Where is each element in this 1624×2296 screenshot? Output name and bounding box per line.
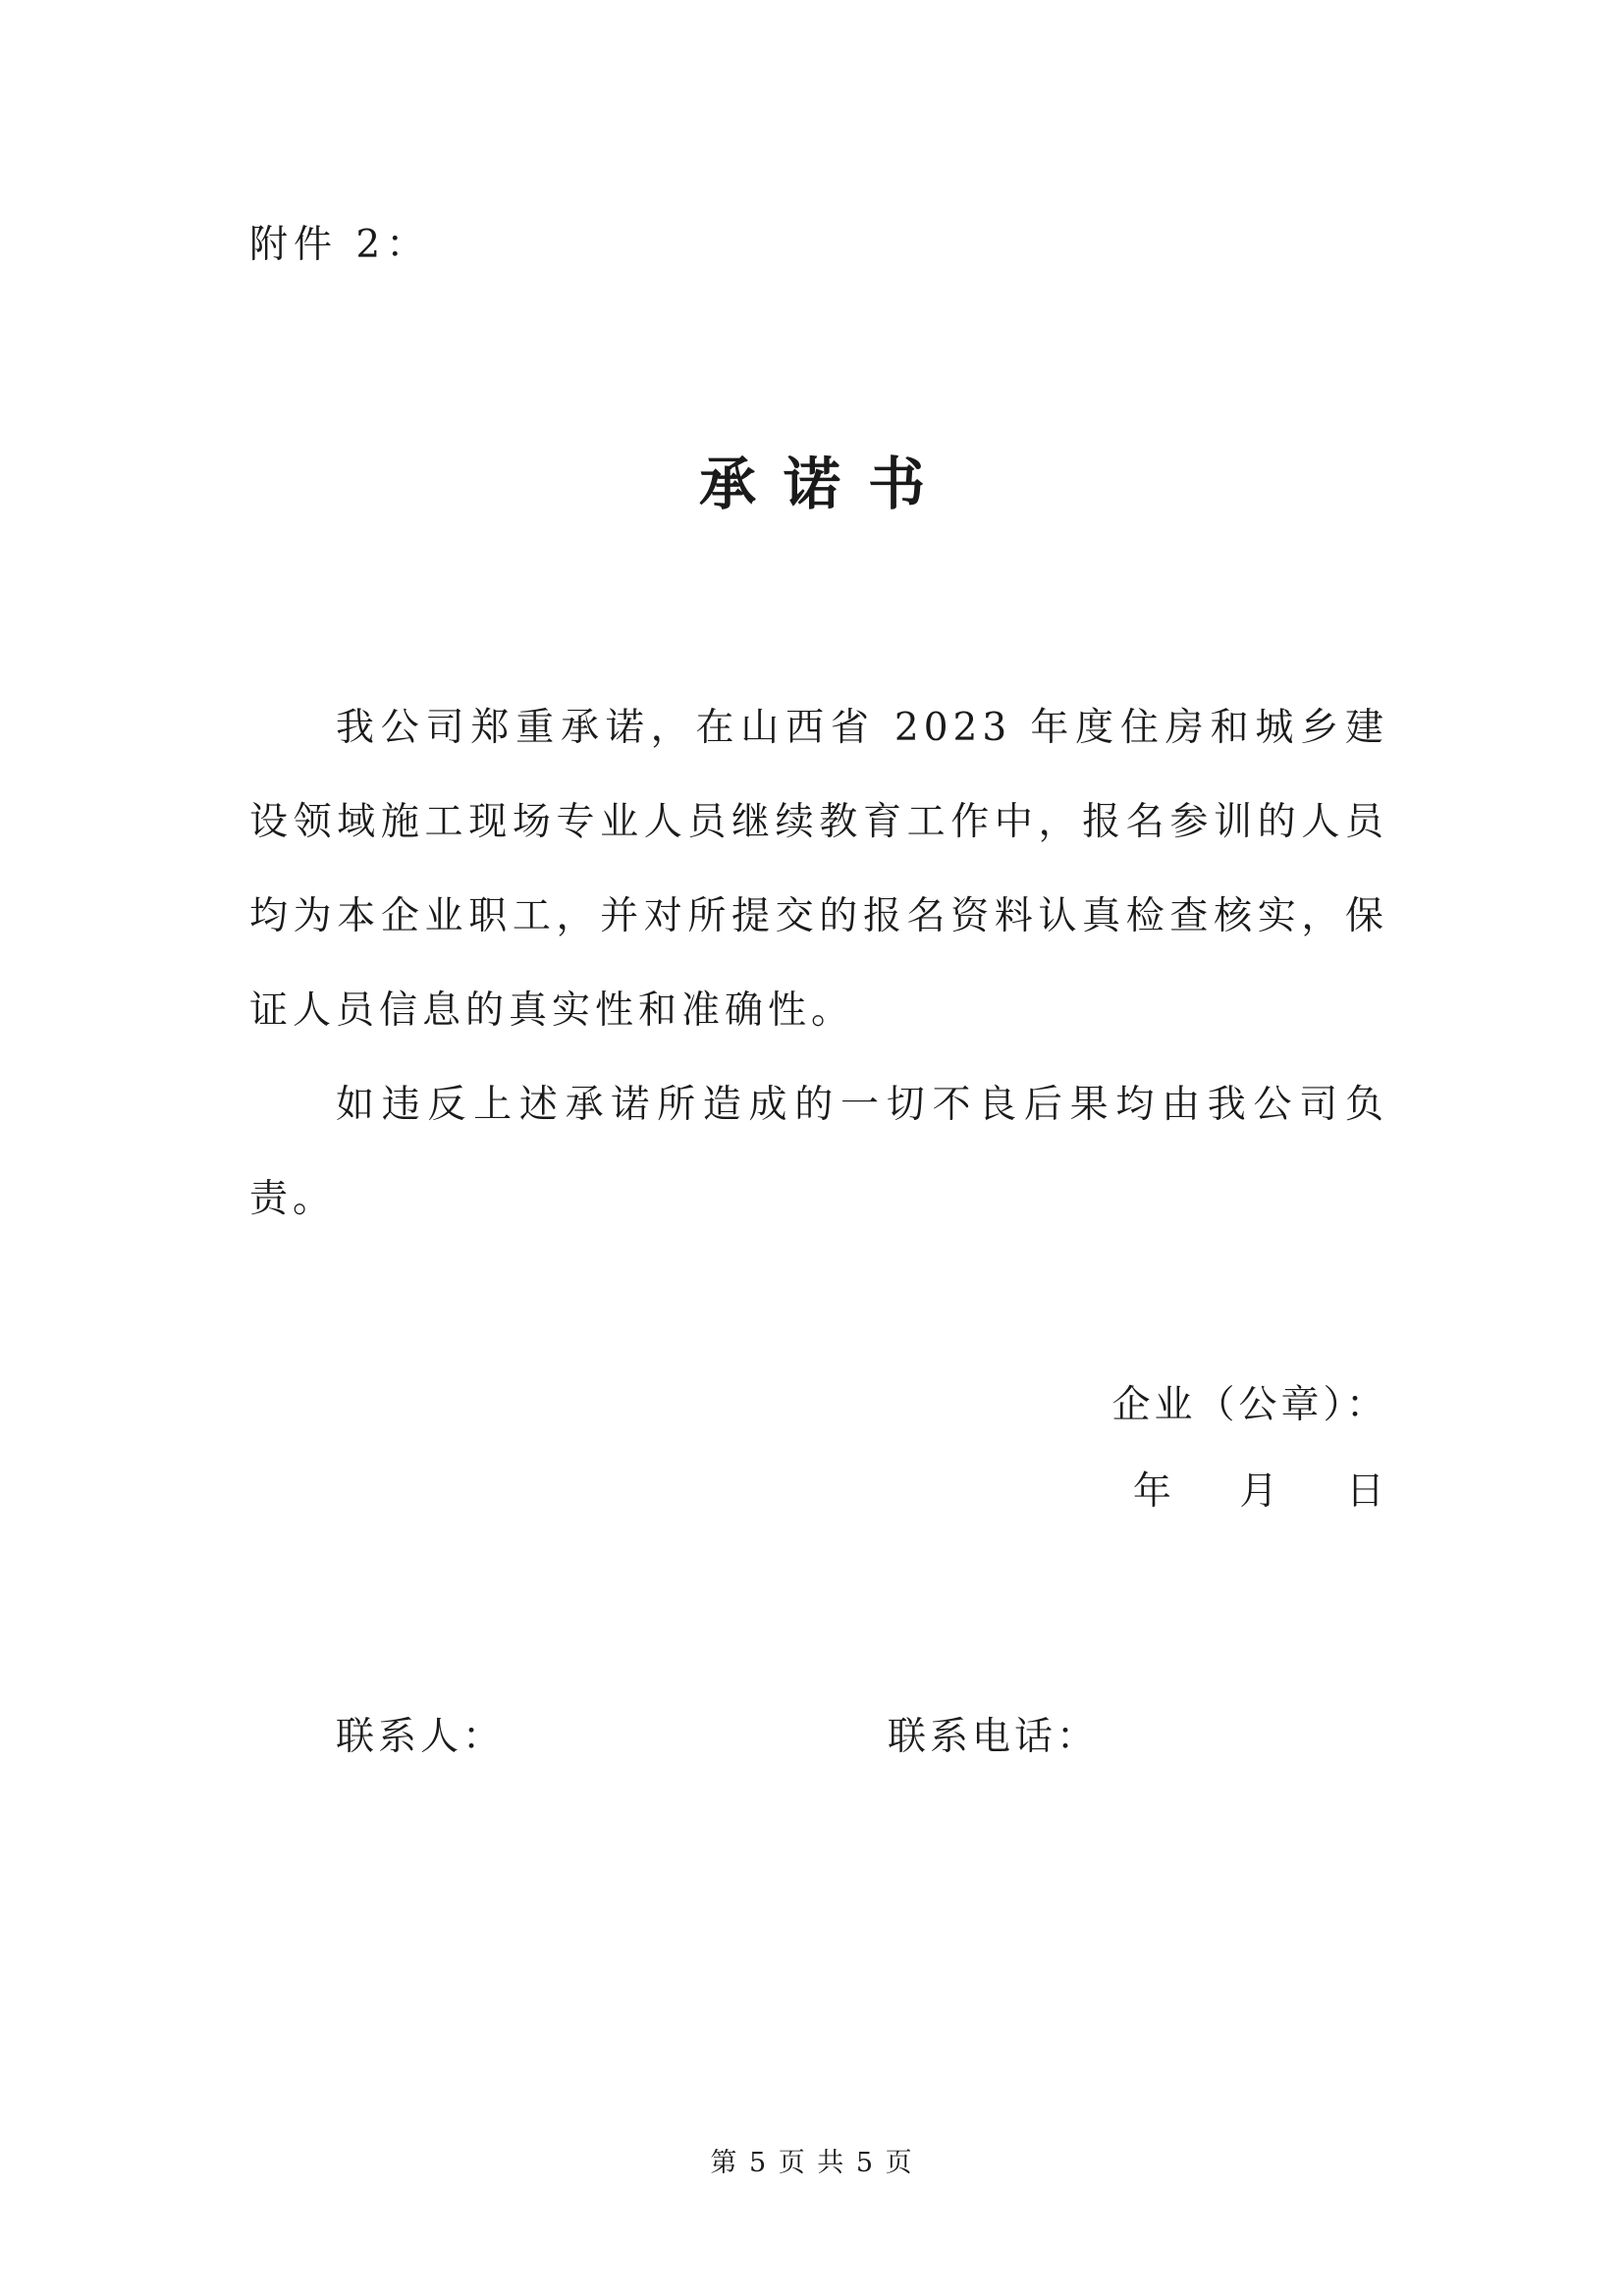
company-seal-label: 企业（公章）： [1111, 1383, 1388, 1427]
commitment-paragraph: 如违反上述承诺所造成的一切不良后果均由我公司负责。 [249, 1083, 1388, 1221]
title-char: 书 [868, 451, 926, 517]
commitment-body [249, 681, 1388, 1247]
title-char: 诺 [783, 451, 840, 517]
date-line: 年 月 日 [1132, 1469, 1388, 1514]
signature-block [1111, 1362, 1388, 1535]
document-title [0, 440, 1624, 528]
page-number-footer: 第 5 页 共 5 页 [710, 2148, 914, 2178]
attachment-label: 附件 2： [249, 223, 431, 267]
title-char: 承 [698, 451, 756, 517]
contact-person-label: 联系人： [336, 1715, 506, 1759]
contact-phone-label: 联系电话： [888, 1715, 1100, 1759]
commitment-paragraph: 我公司郑重承诺，在山西省 2023 年度住房和城乡建设领域施工现场专业人员继续教育工作中，报名参训的人员均为本企业职工，并对所提交的报名资料认真检查核实，保证人员信息的真实性和准确性。 [249, 706, 1388, 1033]
